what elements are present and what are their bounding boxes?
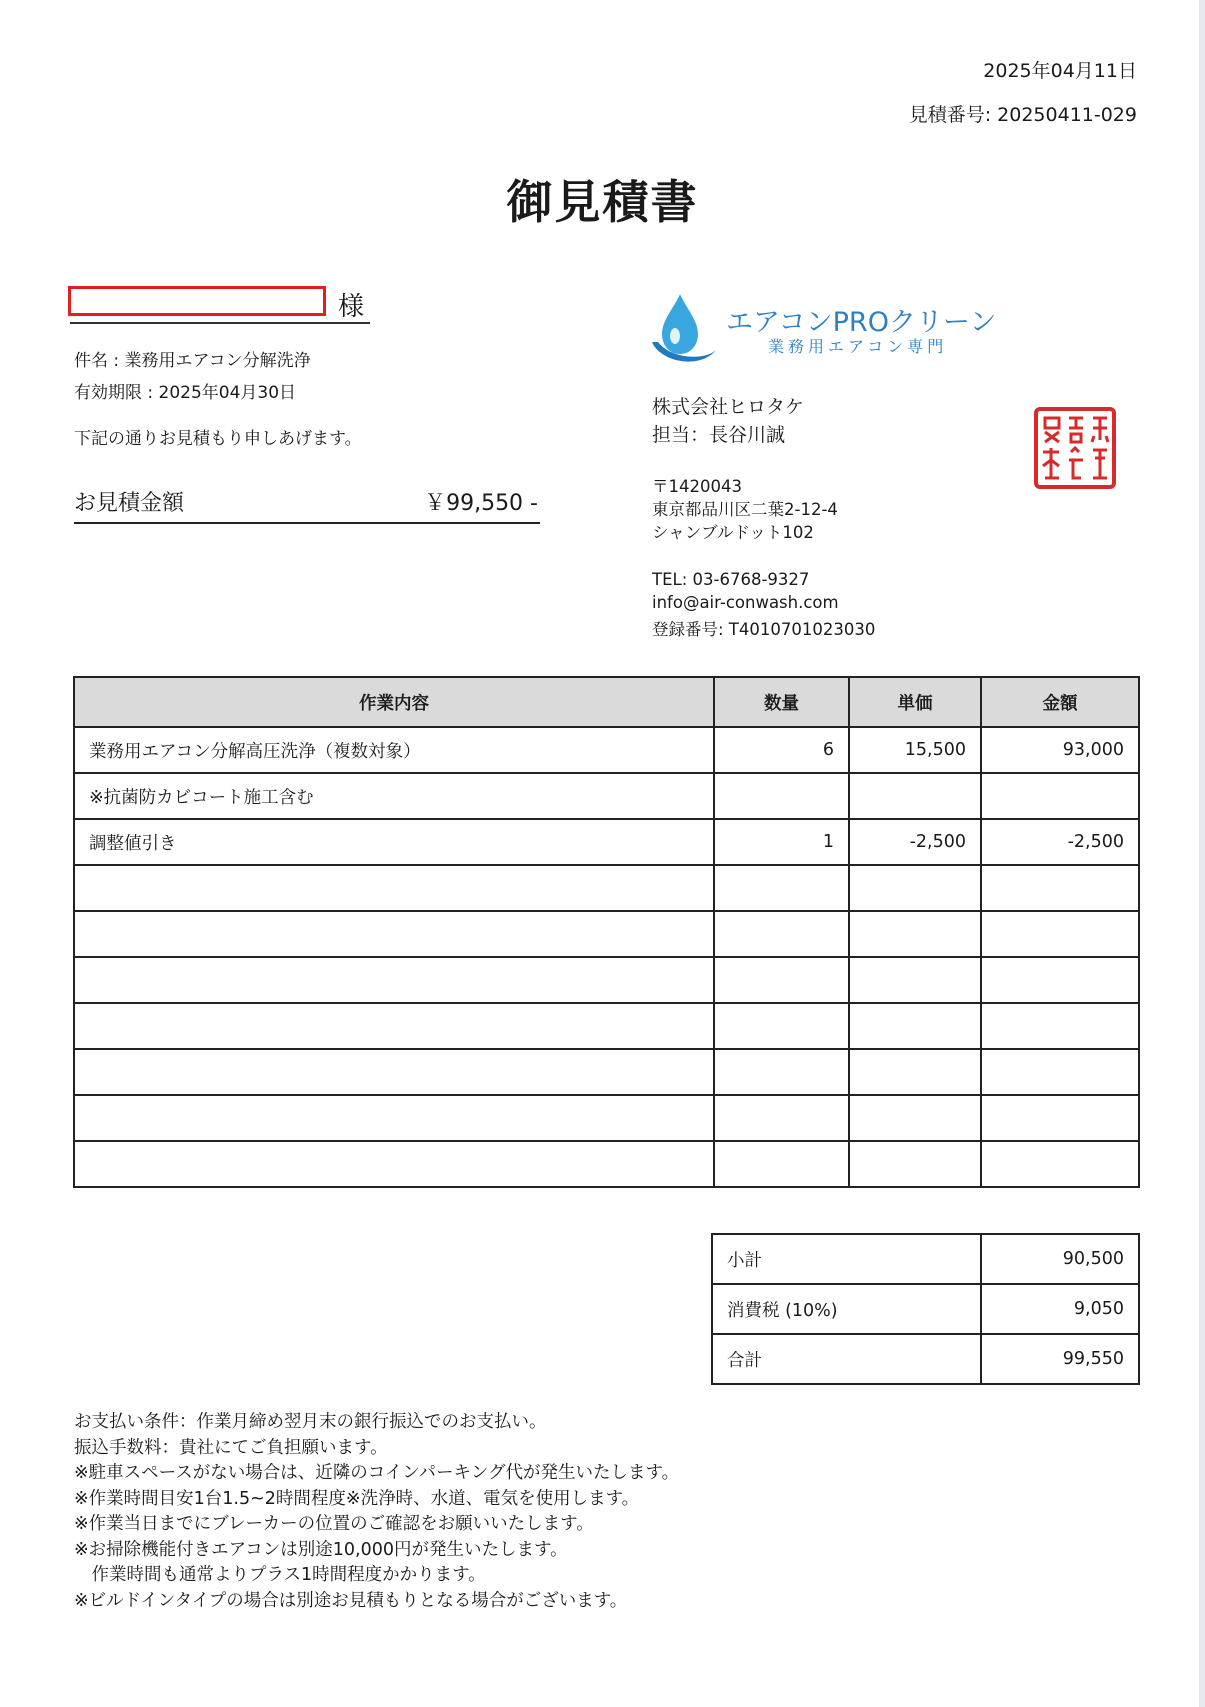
row-quantity xyxy=(714,1003,849,1049)
header-amount: 金額 xyxy=(981,677,1139,727)
estimate-amount xyxy=(74,484,540,524)
header-quantity: 数量 xyxy=(714,677,849,727)
company-registration: 登録番号: T4010701023030 xyxy=(652,620,876,639)
subtotal-label: 小計 xyxy=(712,1234,981,1284)
note-line: お支払い条件：作業月締め翌月末の銀行振込でのお支払い。 xyxy=(74,1412,547,1432)
amount-label: お見積金額 xyxy=(74,491,185,516)
company-logo xyxy=(650,290,1010,370)
total-label: 合計 xyxy=(712,1334,981,1384)
subtotal-value: 90,500 xyxy=(981,1234,1139,1284)
row-description: 業務用エアコン分解高圧洗浄（複数対象） xyxy=(74,727,714,773)
document-date: 2025年04月11日 xyxy=(983,60,1137,82)
row-quantity: 1 xyxy=(714,819,849,865)
company-tel: TEL: 03-6768-9327 xyxy=(652,570,810,589)
note-line: 作業時間も通常よりプラス1時間程度かかります。 xyxy=(74,1565,486,1585)
payment-notes xyxy=(74,1410,679,1614)
water-drop-icon xyxy=(650,290,722,370)
table-row xyxy=(74,1049,1139,1095)
company-address-2: シャンブルドット102 xyxy=(652,523,814,542)
row-unit-price xyxy=(849,911,981,957)
row-description xyxy=(74,957,714,1003)
items-table xyxy=(73,676,1140,1188)
logo-name: エアコンPROクリーン xyxy=(726,307,997,338)
subject-line: 件名 : 業務用エアコン分解洗浄 xyxy=(74,351,311,371)
row-unit-price: -2,500 xyxy=(849,819,981,865)
row-amount: 93,000 xyxy=(981,727,1139,773)
table-row xyxy=(74,957,1139,1003)
header-description: 作業内容 xyxy=(74,677,714,727)
amount-value: ￥99,550 - xyxy=(424,491,538,516)
table-header-row xyxy=(74,677,1139,727)
document-title: 御見積書 xyxy=(506,175,699,229)
row-unit-price xyxy=(849,1049,981,1095)
table-row xyxy=(74,819,1139,865)
row-quantity xyxy=(714,957,849,1003)
valid-until-line: 有効期限 : 2025年04月30日 xyxy=(74,383,297,403)
row-description xyxy=(74,911,714,957)
row-description xyxy=(74,1141,714,1187)
row-quantity xyxy=(714,1095,849,1141)
row-unit-price xyxy=(849,1141,981,1187)
company-zip: 〒1420043 xyxy=(652,477,742,496)
table-row xyxy=(74,727,1139,773)
row-unit-price xyxy=(849,957,981,1003)
page-edge xyxy=(1199,0,1205,1707)
table-row xyxy=(74,1003,1139,1049)
company-address-1: 東京都品川区二葉2-12-4 xyxy=(652,500,838,519)
totals-table xyxy=(711,1233,1140,1385)
table-row xyxy=(74,1141,1139,1187)
table-row xyxy=(74,865,1139,911)
row-amount xyxy=(981,911,1139,957)
logo-tagline: 業務用エアコン専門 xyxy=(768,337,948,356)
row-amount xyxy=(981,1049,1139,1095)
client-name-line xyxy=(70,286,370,324)
row-quantity xyxy=(714,911,849,957)
note-line: 振込手数料：貴社にてご負担願います。 xyxy=(74,1437,388,1458)
header-unit-price: 単価 xyxy=(849,677,981,727)
row-description: ※抗菌防カビコート施工含む xyxy=(74,773,714,819)
note-line: ※作業当日までにブレーカーの位置のご確認をお願いいたします。 xyxy=(74,1514,594,1534)
row-amount xyxy=(981,1095,1139,1141)
row-amount xyxy=(981,1141,1139,1187)
row-unit-price xyxy=(849,773,981,819)
note-line: ※作業時間目安1台1.5~2時間程度※洗浄時、水道、電気を使用します。 xyxy=(74,1488,640,1509)
row-unit-price xyxy=(849,1095,981,1141)
row-quantity xyxy=(714,1049,849,1095)
tax-label: 消費税 (10%) xyxy=(712,1284,981,1334)
row-amount xyxy=(981,1003,1139,1049)
row-amount xyxy=(981,957,1139,1003)
table-row xyxy=(74,911,1139,957)
tax-row xyxy=(712,1284,1139,1334)
row-unit-price: 15,500 xyxy=(849,727,981,773)
row-unit-price xyxy=(849,1003,981,1049)
note-line: ※ビルドインタイプの場合は別途お見積もりとなる場合がございます。 xyxy=(74,1590,628,1611)
row-amount xyxy=(981,773,1139,819)
company-email: info@air-conwash.com xyxy=(652,593,839,612)
note-line: ※お掃除機能付きエアコンは別途10,000円が発生いたします。 xyxy=(74,1539,568,1560)
row-quantity xyxy=(714,1141,849,1187)
redacted-client-name xyxy=(68,286,326,316)
estimate-number: 見積番号: 20250411-029 xyxy=(908,104,1137,126)
row-quantity xyxy=(714,865,849,911)
row-description xyxy=(74,1095,714,1141)
row-description xyxy=(74,1049,714,1095)
row-description: 調整値引き xyxy=(74,819,714,865)
total-row xyxy=(712,1334,1139,1384)
row-amount: -2,500 xyxy=(981,819,1139,865)
note-line: ※駐車スペースがない場合は、近隣のコインパーキング代が発生いたします。 xyxy=(74,1463,680,1483)
company-representative: 担当：長谷川誠 xyxy=(652,424,786,446)
tax-value: 9,050 xyxy=(981,1284,1139,1334)
row-description xyxy=(74,865,714,911)
row-quantity: 6 xyxy=(714,727,849,773)
row-description xyxy=(74,1003,714,1049)
company-seal-stamp xyxy=(1033,406,1117,490)
row-unit-price xyxy=(849,865,981,911)
company-name: 株式会社ヒロタケ xyxy=(652,396,805,418)
total-value: 99,550 xyxy=(981,1334,1139,1384)
row-amount xyxy=(981,865,1139,911)
intro-text: 下記の通りお見積もり申しあげます。 xyxy=(74,429,362,449)
subtotal-row xyxy=(712,1234,1139,1284)
row-quantity xyxy=(714,773,849,819)
table-row xyxy=(74,1095,1139,1141)
table-row xyxy=(74,773,1139,819)
client-honorific: 様 xyxy=(338,292,365,322)
